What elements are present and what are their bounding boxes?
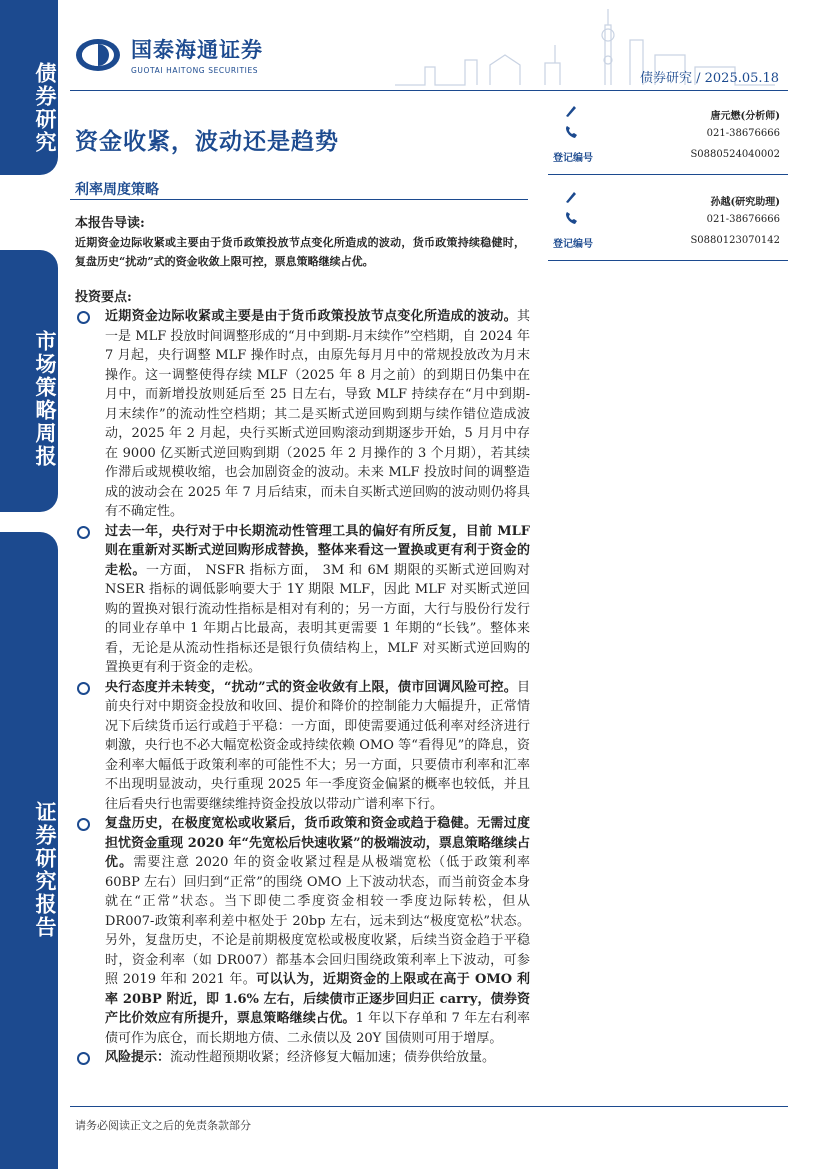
report-title: 资金收紧，波动还是趋势 xyxy=(75,128,339,155)
author-divider xyxy=(548,174,788,175)
report-category-date: 债券研究 / 2025.05.18 xyxy=(640,71,780,86)
author-1-phone: 021-38676666 xyxy=(706,128,780,139)
logo-icon xyxy=(75,38,121,72)
key-point-4-conclusion: 可以认为，近期资金的上限或在高于 OMO 利率 20BP 附近，即 1.6% 左右，后续债市正逐步回归正 carry，债券资产比价效应有所提升，票息策略继续占优。 xyxy=(105,972,531,1026)
author-1-name: 唐元懋(分析师) xyxy=(710,111,780,122)
key-point-2 xyxy=(75,522,530,678)
author-2-reg-number: S0880123070142 xyxy=(690,235,780,246)
key-point-3 xyxy=(75,678,530,815)
author-2-phone: 021-38676666 xyxy=(706,214,780,225)
key-point-1-body: 其一是 MLF 投放时间调整形成的“月中到期-月末续作”空档期，自 2024 年 7 月起，央行调整 MLF 操作时点，由原先每月月中的常规投放改为月末操作。这一调整使得存续 MLF（2025 年 8 月之前）的到期日仍集中在月中，而新增投放则延后至 25 日左右，导致 MLF 持续存在“月中到期-月末续作”的流动性空档期；其二是买断式逆回购到期与续作错位造成波动，2025 年 2 月起，央行买断式逆回购滚动到期逐步开始，5 月月中存在 9000 亿买断式逆回购到期（2025 年 2 月操作的 3 个月期），若其续作滞后或规模收缩，也会加剧资金的波动。未来 MLF 投放时间的调整造成的波动会在 2025 年 7 月后结束，而未自买断式逆回购的波动则仍将具有不确定性。 xyxy=(105,309,530,519)
key-point-2-lead: 过去一年，央行对于中长期流动性管理工具的偏好有所反复，目前 MLF 则在重新对买断式逆回购形成替换，整体来看这一置换或更有利于资金的走松。 xyxy=(105,523,530,578)
logo-name-cn: 国泰海通证券 xyxy=(131,38,263,62)
risk-warning xyxy=(75,1048,530,1068)
logo-name-en: GUOTAI HAITONG SECURITIES xyxy=(131,66,259,75)
subtitle-divider xyxy=(70,199,528,200)
key-point-1 xyxy=(75,307,530,522)
sidebar-tag-bond-research: 债券研究 xyxy=(0,0,58,175)
key-points-heading: 投资要点: xyxy=(75,290,132,305)
risk-warning-lead: 风险提示： xyxy=(105,1050,171,1065)
bullet-icon xyxy=(77,1052,90,1065)
risk-warning-body: 流动性超预期收紧；经济修复大幅加速；债券供给放量。 xyxy=(170,1050,496,1065)
author-divider xyxy=(548,260,788,261)
key-point-4-tail: 1 年以下存单和 7 年左右利率债可作为底仓，而长期地方债、二永债以及 20Y 国债则可用于增厚。 xyxy=(105,1011,530,1046)
key-point-2-body: 一方面， NSFR 指标方面， 3M 和 6M 期限的买断式逆回购对 NSER 指标的调低影响要大于 1Y 期限 MLF，因此 MLF 对买断式逆回购的置换对银行流动性指标是相对有利的；另一方面，大行与股份行发行的同业存单中 1 年期占比最高，表明其更需要 1 年期的“长钱”。整体来看，无论是从流动性指标还是银行负债结构上，MLF 对买断式逆回购的置换更有利于资金的走松。 xyxy=(105,562,530,675)
key-point-1-lead: 近期资金边际收紧或主要是由于货币政策投放节点变化所造成的波动。 xyxy=(105,309,517,324)
key-point-4 xyxy=(75,814,530,1048)
bullet-icon xyxy=(77,682,90,695)
author-card-1 xyxy=(548,104,788,167)
sidebar-tag-weekly: 市场策略周报 xyxy=(0,250,58,512)
key-points-list xyxy=(75,307,530,1068)
header-divider xyxy=(70,90,788,91)
bullet-icon xyxy=(77,526,90,539)
sidebar-tag-research-report: 证券研究报告 xyxy=(0,532,58,1169)
brand-logo xyxy=(75,34,263,75)
phone-icon xyxy=(564,125,578,139)
key-point-4-body: 需要注意 2020 年的资金收紧过程是从极端宽松（低于政策利率 60BP 左右）回归到“正常”的围绕 OMO 上下波动状态，而当前资金本身就在“正常”状态。当下即使二季度资金相较一季度边际转松，但从 DR007-政策利率利差中枢处于 20bp 左右，远未到达“极度宽松”状态。另外，复盘历史，不论是前期极度宽松或极度收紧，后续当资金趋于平稳时，资金利率（如 DR007）都基本会回归围绕政策利率上下波动，可参照 2019 年和 2021 年。 xyxy=(105,855,530,987)
bullet-icon xyxy=(77,311,90,324)
author-1-reg-label: 登记编号 xyxy=(553,153,593,164)
bullet-icon xyxy=(77,818,90,831)
key-point-4-lead: 复盘历史，在极度宽松或收紧后，货币政策和资金或趋于稳健。无需过度担忧资金重现 2020 年“先宽松后快速收紧”的极端波动，票息策略继续占优。 xyxy=(105,816,530,870)
author-2-reg-label: 登记编号 xyxy=(553,239,593,250)
guide-heading: 本报告导读: xyxy=(75,216,145,231)
author-card-2 xyxy=(548,190,788,253)
pen-icon xyxy=(564,190,578,204)
report-subtitle: 利率周度策略 xyxy=(75,182,159,198)
author-2-name: 孙越(研究助理) xyxy=(710,197,780,208)
phone-icon xyxy=(564,211,578,225)
guide-text: 近期资金边际收紧或主要由于货币政策投放节点变化所造成的波动，货币政策持续稳健时，复盘历史“扰动”式的资金收敛上限可控，票息策略继续占优。 xyxy=(75,236,525,268)
pen-icon xyxy=(564,104,578,118)
disclaimer-note: 请务必阅读正文之后的免责条款部分 xyxy=(75,1119,251,1132)
key-point-3-lead: 央行态度并未转变，“扰动”式的资金收敛有上限，债市回调风险可控。 xyxy=(105,679,517,695)
author-1-reg-number: S0880524040002 xyxy=(690,149,780,160)
key-point-3-body: 目前央行对中期资金投放和收回、提价和降价的控制能力大幅提升，正常情况下后续货币运行或趋于平稳：一方面，即使需要通过低利率对经济进行刺激，央行也不必大幅宽松资金或持续依赖 OMO 等“看得见”的降息，资金利率大幅低于政策利率的可能性不大；另一方面，只要债市利率和汇率不出现明显波动，央行重现 2025 年一季度资金偏紧的概率也较低，并且往后看央行也需要继续维持资金投放以带动广谱利率下行。 xyxy=(105,679,530,812)
footer-divider xyxy=(70,1106,788,1107)
